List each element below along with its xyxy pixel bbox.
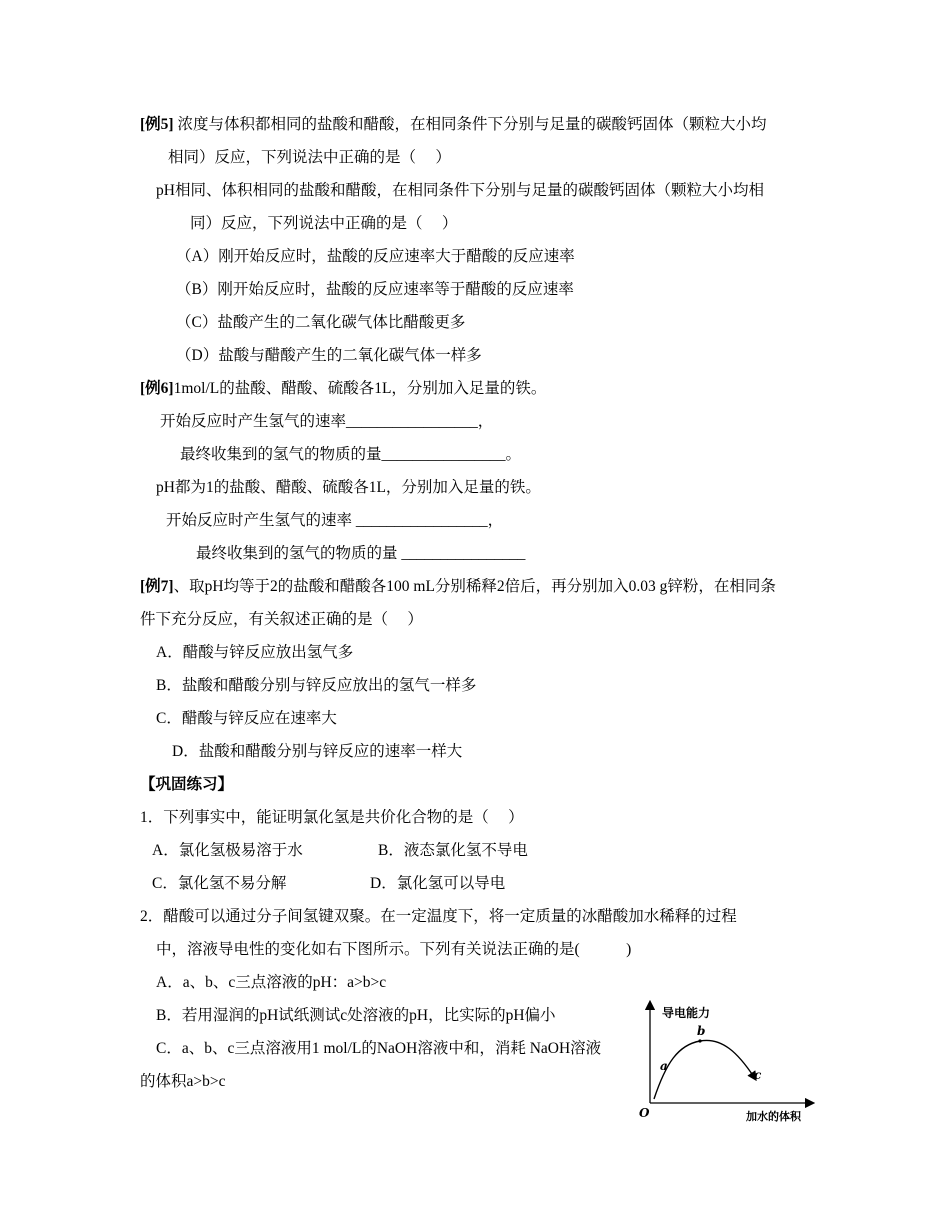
example-5-option-c: （C）盐酸产生的二氧化碳气体比醋酸更多 xyxy=(176,314,466,331)
example-7-stem-line-2: 件下充分反应，有关叙述正确的是（ ） xyxy=(140,611,423,628)
example-6-amount-blank-2: 最终收集到的氢气的物质的量 ________________ xyxy=(196,545,526,562)
example-7-option-b: B．盐酸和醋酸分别与锌反应放出的氢气一样多 xyxy=(156,677,477,694)
example-5-line-1 xyxy=(140,115,766,135)
practice-q2-stem-line-2: 中，溶液导电性的变化如右下图所示。下列有关说法正确的是( ) xyxy=(156,941,632,958)
example-5-option-a: （A）刚开始反应时，盐酸的反应速率大于醋酸的反应速率 xyxy=(176,248,575,265)
point-b-marker xyxy=(698,1039,701,1042)
example-6-stem-2: pH都为1的盐酸、醋酸、硫酸各1L，分别加入足量的铁。 xyxy=(156,479,541,496)
example-6-line-1 xyxy=(140,379,546,399)
practice-q1-option-a: A．氯化氢极易溶于水 xyxy=(152,842,303,859)
graph-origin-label: O xyxy=(639,1106,650,1120)
example-5-tag: [例5] xyxy=(140,116,174,133)
example-6-amount-blank-1: 最终收集到的氢气的物质的量________________。 xyxy=(180,446,522,463)
practice-q1-option-c: C．氯化氢不易分解 xyxy=(152,875,287,892)
practice-q1-option-b: B．液态氯化氢不导电 xyxy=(378,842,528,859)
conductivity-graph xyxy=(630,995,820,1125)
example-7-tag: [例7] xyxy=(140,578,174,595)
example-7-option-c: C．醋酸与锌反应在速率大 xyxy=(156,710,337,727)
example-7-stem-line-1: 、取pH均等于2的盐酸和醋酸各100 mL分别稀释2倍后，再分别加入0.03 g锌粉，在相同条 xyxy=(173,578,776,595)
conductivity-curve xyxy=(654,1040,754,1099)
example-6-rate-blank-1: 开始反应时产生氢气的速率_________________， xyxy=(160,413,494,430)
practice-q2-option-c-line-1: C．a、b、c三点溶液用1 mol/L的NaOH溶液中和，消耗 NaOH溶液 xyxy=(156,1040,602,1057)
example-6-stem-1: 1mol/L的盐酸、醋酸、硫酸各1L，分别加入足量的铁。 xyxy=(173,380,547,397)
example-6-rate-blank-2: 开始反应时产生氢气的速率 _________________， xyxy=(166,512,504,529)
example-7-option-a: A．醋酸与锌反应放出氢气多 xyxy=(156,644,354,661)
example-6-tag: [例6] xyxy=(140,380,174,397)
graph-point-c-label: c xyxy=(754,1068,762,1082)
example-7-option-d: D．盐酸和醋酸分别与锌反应的速率一样大 xyxy=(172,743,463,760)
graph-point-b-label: b xyxy=(697,1024,706,1038)
practice-q2-option-a: A．a、b、c三点溶液的pH：a>b>c xyxy=(156,974,387,991)
graph-x-label: 加水的体积 xyxy=(746,1110,801,1123)
practice-q2-stem-line-1: 2．醋酸可以通过分子间氢键双聚。在一定温度下，将一定质量的冰醋酸加水稀释的过程 xyxy=(140,908,737,925)
graph-point-a-label: a xyxy=(660,1059,668,1073)
example-5-option-d: （D）盐酸与醋酸产生的二氧化碳气体一样多 xyxy=(176,347,482,364)
practice-q2-option-c-line-2: 的体积a>b>c xyxy=(140,1073,226,1090)
practice-q1-option-d: D．氯化氢可以导电 xyxy=(370,875,506,892)
example-5-question-1-line-1: 浓度与体积都相同的盐酸和醋酸，在相同条件下分别与足量的碳酸钙固体（颗粒大小均 xyxy=(173,116,767,133)
example-5-question-2-line-2: 同）反应，下列说法中正确的是（ ） xyxy=(190,215,458,232)
example-5-question-2-line-1: pH相同、体积相同的盐酸和醋酸，在相同条件下分别与足量的碳酸钙固体（颗粒大小均相 xyxy=(156,182,764,199)
example-5-question-1-line-2: 相同）反应，下列说法中正确的是（ ） xyxy=(168,149,451,166)
example-5-option-b: （B）刚开始反应时，盐酸的反应速率等于醋酸的反应速率 xyxy=(176,281,574,298)
graph-y-label: 导电能力 xyxy=(662,1006,711,1020)
example-7-line-1 xyxy=(140,577,776,597)
practice-q2-option-b: B．若用湿润的pH试纸测试c处溶液的pH，比实际的pH偏小 xyxy=(156,1007,556,1024)
practice-heading: 【巩固练习】 xyxy=(140,776,234,793)
practice-q1-stem: 1．下列事实中，能证明氯化氢是共价化合物的是（ ） xyxy=(140,809,524,826)
